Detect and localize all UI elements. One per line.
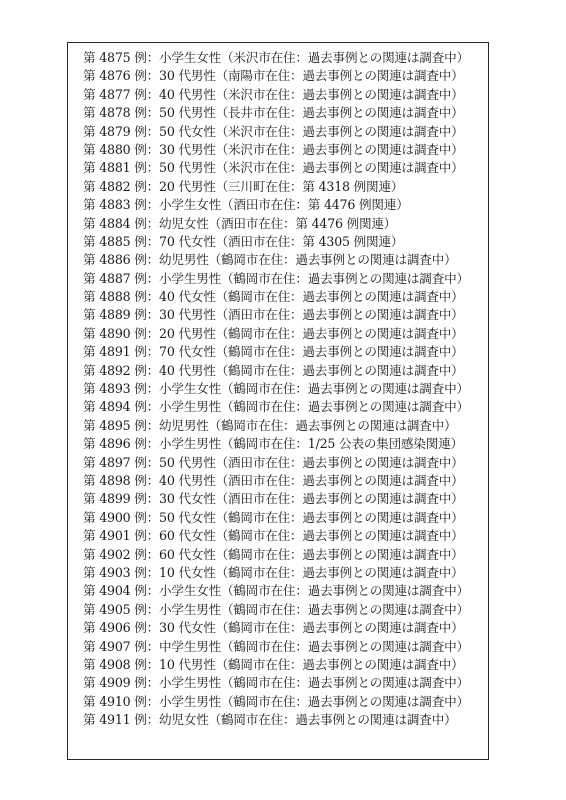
- case-entry: 第 4894 例：小学生男性（鶴岡市在住：過去事例との関連は調査中）: [83, 399, 469, 415]
- case-entry: 第 4887 例：小学生男性（鶴岡市在住：過去事例との関連は調査中）: [83, 270, 469, 286]
- case-entry: 第 4895 例：幼児男性（鶴岡市在住：過去事例との関連は調査中）: [83, 417, 457, 433]
- case-entry: 第 4891 例：70 代女性（鶴岡市在住：過去事例との関連は調査中）: [83, 344, 464, 360]
- case-entry: 第 4904 例：小学生女性（鶴岡市在住：過去事例との関連は調査中）: [83, 583, 469, 599]
- case-entry: 第 4885 例：70 代女性（酒田市在住：第 4305 例関連）: [83, 233, 404, 249]
- case-list: [83, 49, 483, 729]
- case-entry: 第 4879 例：50 代女性（米沢市在住：過去事例との関連は調査中）: [83, 123, 464, 139]
- case-entry: 第 4878 例：50 代男性（長井市在住：過去事例との関連は調査中）: [83, 105, 464, 121]
- case-entry: 第 4876 例：30 代男性（南陽市在住：過去事例との関連は調査中）: [83, 68, 464, 84]
- case-entry: 第 4899 例：30 代女性（酒田市在住：過去事例との関連は調査中）: [83, 491, 464, 507]
- case-entry: 第 4877 例：40 代男性（米沢市在住：過去事例との関連は調査中）: [83, 86, 464, 102]
- case-entry: 第 4880 例：30 代男性（米沢市在住：過去事例との関連は調査中）: [83, 141, 464, 157]
- case-entry: 第 4898 例：40 代男性（酒田市在住：過去事例との関連は調査中）: [83, 472, 464, 488]
- case-entry: 第 4897 例：50 代男性（酒田市在住：過去事例との関連は調査中）: [83, 454, 464, 470]
- case-entry: 第 4900 例：50 代女性（鶴岡市在住：過去事例との関連は調査中）: [83, 509, 464, 525]
- case-entry: 第 4886 例：幼児男性（鶴岡市在住：過去事例との関連は調査中）: [83, 252, 457, 268]
- case-entry: 第 4875 例：小学生女性（米沢市在住：過去事例との関連は調査中）: [83, 50, 469, 65]
- case-entry: 第 4906 例：30 代女性（鶴岡市在住：過去事例との関連は調査中）: [83, 620, 464, 636]
- case-entry: 第 4884 例：幼児女性（酒田市在住：第 4476 例関連）: [83, 215, 397, 231]
- case-entry: 第 4893 例：小学生女性（鶴岡市在住：過去事例との関連は調査中）: [83, 381, 469, 397]
- case-entry: 第 4896 例：小学生男性（鶴岡市在住：1/25 公表の集団感染関連）: [83, 436, 463, 452]
- case-entry: 第 4907 例：中学生男性（鶴岡市在住：過去事例との関連は調査中）: [83, 638, 469, 654]
- case-entry: 第 4889 例：30 代男性（酒田市在住：過去事例との関連は調査中）: [83, 307, 464, 323]
- case-entry: 第 4903 例：10 代女性（鶴岡市在住：過去事例との関連は調査中）: [83, 564, 464, 580]
- case-entry: 第 4910 例：小学生男性（鶴岡市在住：過去事例との関連は調査中）: [83, 693, 469, 709]
- case-entry: 第 4883 例：小学生女性（酒田市在住：第 4476 例関連）: [83, 197, 409, 213]
- case-entry: 第 4905 例：小学生男性（鶴岡市在住：過去事例との関連は調査中）: [83, 601, 469, 617]
- case-entry: 第 4908 例：10 代男性（鶴岡市在住：過去事例との関連は調査中）: [83, 656, 464, 672]
- case-entry: 第 4909 例：小学生男性（鶴岡市在住：過去事例との関連は調査中）: [83, 675, 469, 691]
- case-entry: 第 4892 例：40 代男性（鶴岡市在住：過去事例との関連は調査中）: [83, 362, 464, 378]
- case-entry: 第 4882 例：20 代男性（三川町在住：第 4318 例関連）: [83, 178, 404, 194]
- case-entry: 第 4902 例：60 代女性（鶴岡市在住：過去事例との関連は調査中）: [83, 546, 464, 562]
- case-entry: 第 4890 例：20 代男性（鶴岡市在住：過去事例との関連は調査中）: [83, 325, 464, 341]
- case-entry: 第 4888 例：40 代女性（鶴岡市在住：過去事例との関連は調査中）: [83, 289, 464, 305]
- case-entry: 第 4881 例：50 代男性（米沢市在住：過去事例との関連は調査中）: [83, 160, 464, 176]
- case-entry: 第 4901 例：60 代女性（鶴岡市在住：過去事例との関連は調査中）: [83, 528, 464, 544]
- case-entry: 第 4911 例：幼児女性（鶴岡市在住：過去事例との関連は調査中）: [83, 712, 457, 728]
